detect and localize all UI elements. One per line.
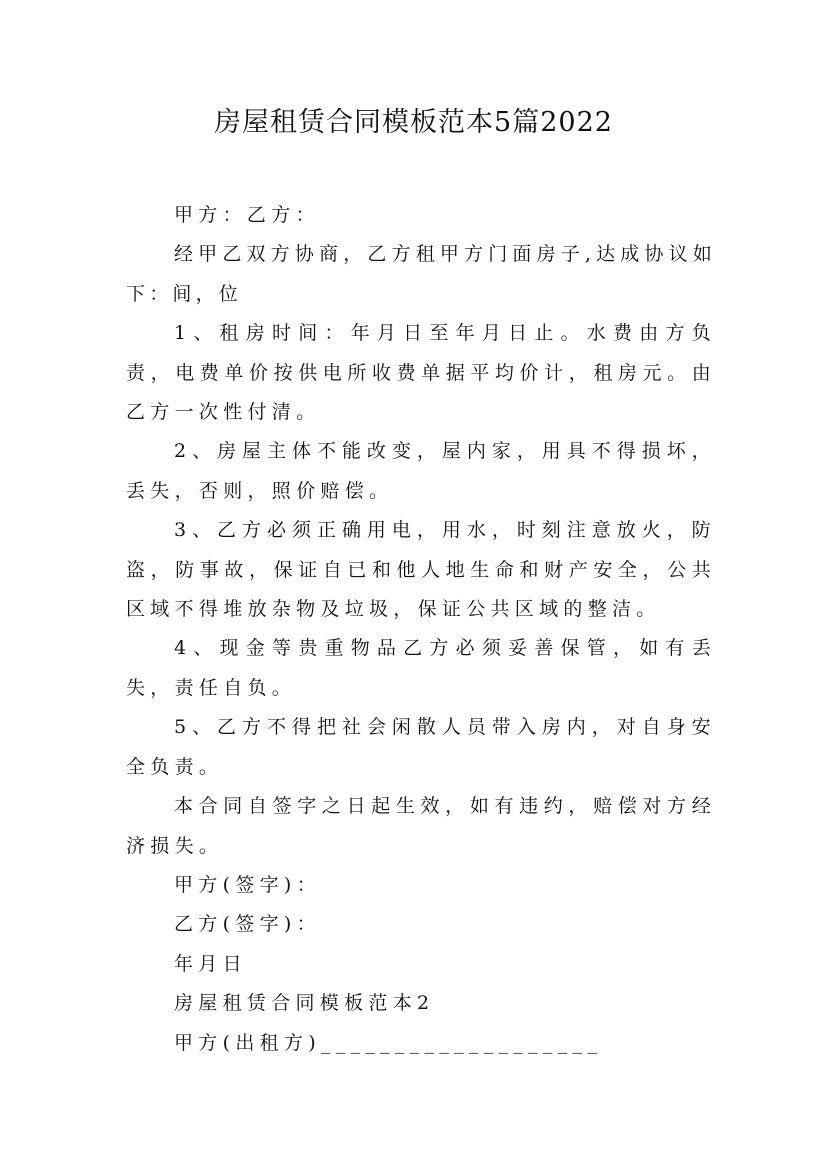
paragraph-clause-2: 2、房屋主体不能改变，屋内家，用具不得损坏，丢失，否则，照价赔偿。 [126,440,716,502]
paragraph-clause-3: 3、乙方必须正确用电，用水，时刻注意放火，防盗，防事故，保证自已和他人地生命和财产安全，公共区域不得堆放杂物及垃圾，保证公共区域的整洁。 [126,519,716,621]
signature-party-a: 甲方(签字)： [174,873,321,896]
paragraph-clause-4: 4、现金等贵重物品乙方必须妥善保管，如有丢失，责任自负。 [126,637,716,699]
section-heading-template-2: 房屋租赁合同模板范本2 [174,992,435,1015]
paragraph-effective: 本合同自签字之日起生效，如有违约，赔偿对方经济损失。 [126,795,716,857]
landlord-line: 甲方(出租方)___________________ [174,1031,603,1054]
signature-party-b: 乙方(签字)： [174,913,321,936]
document-body [126,196,716,1063]
paragraph-clause-1: 1、租房时间：年月日至年月日止。水费由方负责，电费单价按供电所收费单据平均价计，租房元。由乙方一次性付清。 [126,322,716,424]
signature-date: 年月日 [174,952,247,975]
document-title: 房屋租赁合同模板范本5篇2022 [214,107,613,138]
paragraph-agreement-intro: 经甲乙双方协商，乙方租甲方门面房子,达成协议如下：间，位 [126,243,716,305]
paragraph-parties: 甲方：乙方： [174,204,320,226]
paragraph-clause-5: 5、乙方不得把社会闲散人员带入房内，对自身安全负责。 [126,716,716,778]
